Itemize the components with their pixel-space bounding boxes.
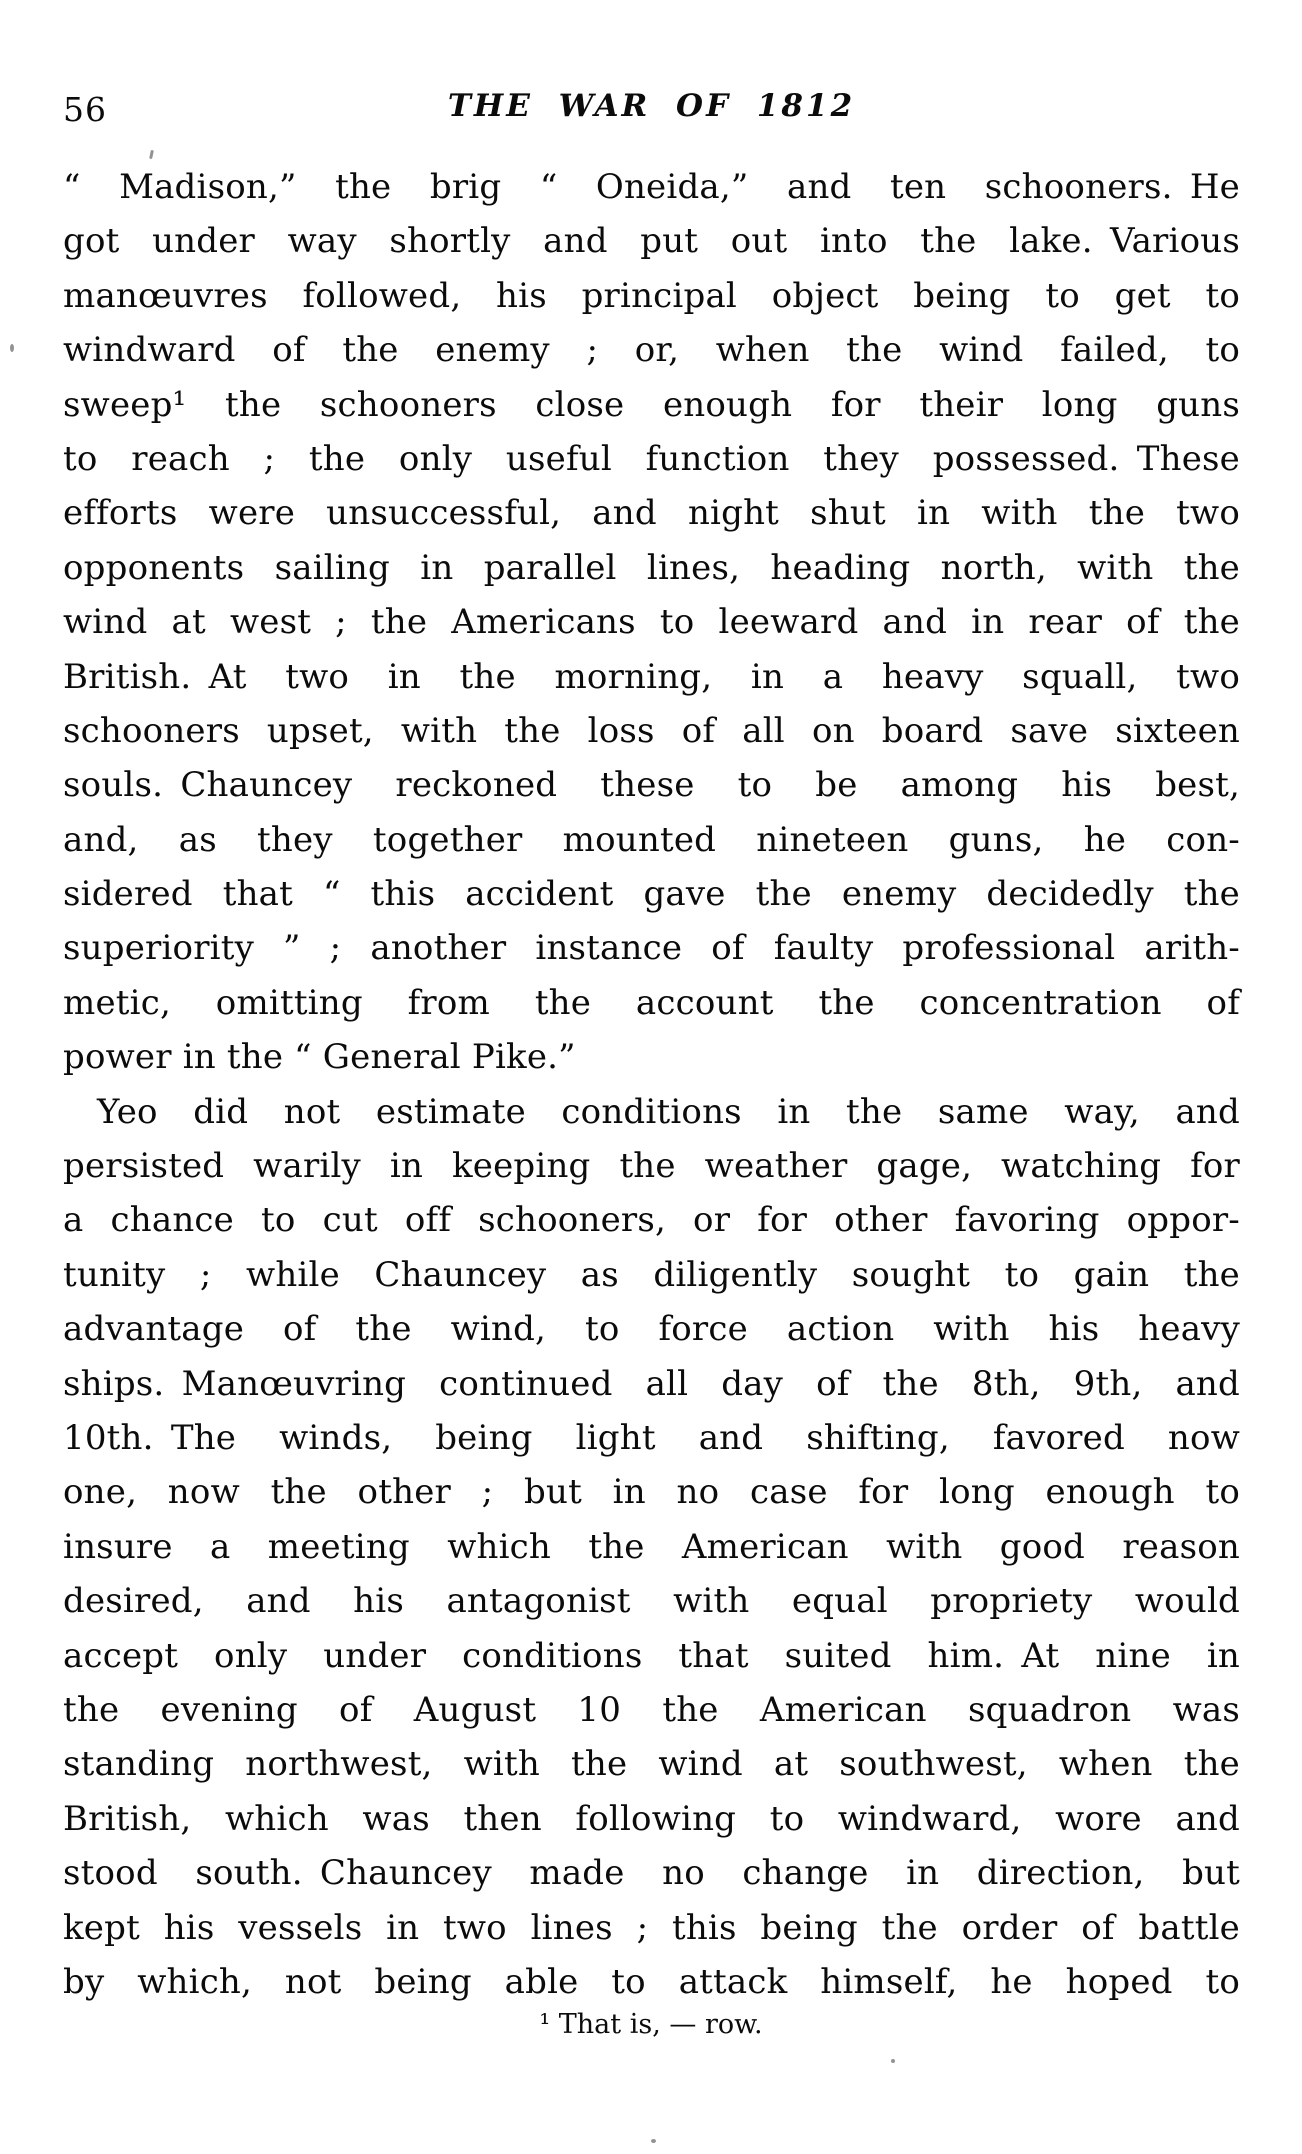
text-line: the evening of August 10 the American squadron was (63, 1689, 1240, 1730)
text-line: sweep¹ the schooners close enough for their long guns (63, 384, 1240, 425)
text-line: 10th. The winds, being light and shifting, favored now (63, 1417, 1240, 1458)
scan-speck (149, 150, 154, 159)
text-line: one, now the other ; but in no case for long enough to (63, 1472, 1240, 1513)
text-line: schooners upset, with the loss of all on board save sixteen (63, 710, 1240, 751)
text-line: insure a meeting which the American with good reason (63, 1526, 1240, 1567)
text-line: by which, not being able to attack himself, he hoped to (63, 1961, 1240, 2002)
text-line: stood south. Chauncey made no change in direction, but (63, 1853, 1240, 1894)
text-line: opponents sailing in parallel lines, heading north, with the (63, 547, 1240, 588)
text-line: accept only under conditions that suited him. At nine in (63, 1635, 1240, 1676)
text-line: standing northwest, with the wind at southwest, when the (63, 1744, 1240, 1785)
text-line: advantage of the wind, to force action with his heavy (63, 1309, 1240, 1350)
text-line: ships. Manœuvring continued all day of the 8th, 9th, and (63, 1363, 1240, 1404)
scan-speck (891, 2059, 895, 2063)
text-line: persisted warily in keeping the weather gage, watching for (63, 1146, 1240, 1187)
page-header (63, 88, 1240, 134)
text-line: souls. Chauncey reckoned these to be among his best, (63, 765, 1240, 806)
text-line: sidered that “ this accident gave the enemy decidedly the (63, 874, 1240, 915)
text-line: British, which was then following to windward, wore and (63, 1798, 1240, 1839)
text-line: tunity ; while Chauncey as diligently sought to gain the (63, 1254, 1240, 1295)
text-line: “ Madison,” the brig “ Oneida,” and ten schooners. He (63, 167, 1240, 207)
text-line-paragraph-end: power in the “ General Pike.” (63, 1037, 576, 1078)
text-line: efforts were unsuccessful, and night shut in with the two (63, 493, 1240, 534)
text-line: wind at west ; the Americans to leeward and in rear of the (63, 602, 1240, 643)
text-line: metic, omitting from the account the concentration of (63, 982, 1240, 1023)
text-line: and, as they together mounted nineteen guns, he con- (63, 819, 1240, 860)
text-line: got under way shortly and put out into the lake. Various (63, 221, 1240, 262)
text-line: British. At two in the morning, in a heavy squall, two (63, 656, 1240, 697)
page-number: 56 (63, 90, 107, 129)
text-line: superiority ” ; another instance of faulty professional arith- (63, 928, 1240, 969)
text-line: windward of the enemy ; or, when the wind failed, to (63, 330, 1240, 371)
text-line: desired, and his antagonist with equal propriety would (63, 1581, 1240, 1622)
text-line-paragraph-start: Yeo did not estimate conditions in the same way, and (97, 1091, 1240, 1132)
running-title: THE WAR OF 1812 (447, 88, 856, 124)
text-line: manœuvres followed, his principal object being to get to (63, 275, 1240, 316)
body-text (63, 160, 1240, 2009)
text-line: a chance to cut off schooners, or for other favoring oppor- (63, 1200, 1240, 1241)
footnote: ¹ That is, — row. (539, 2009, 763, 2040)
text-line: kept his vessels in two lines ; this being the order of battle (63, 1907, 1240, 1948)
scan-speck (651, 2139, 656, 2143)
text-line: to reach ; the only useful function they possessed. These (63, 438, 1240, 479)
scan-speck (10, 344, 14, 352)
